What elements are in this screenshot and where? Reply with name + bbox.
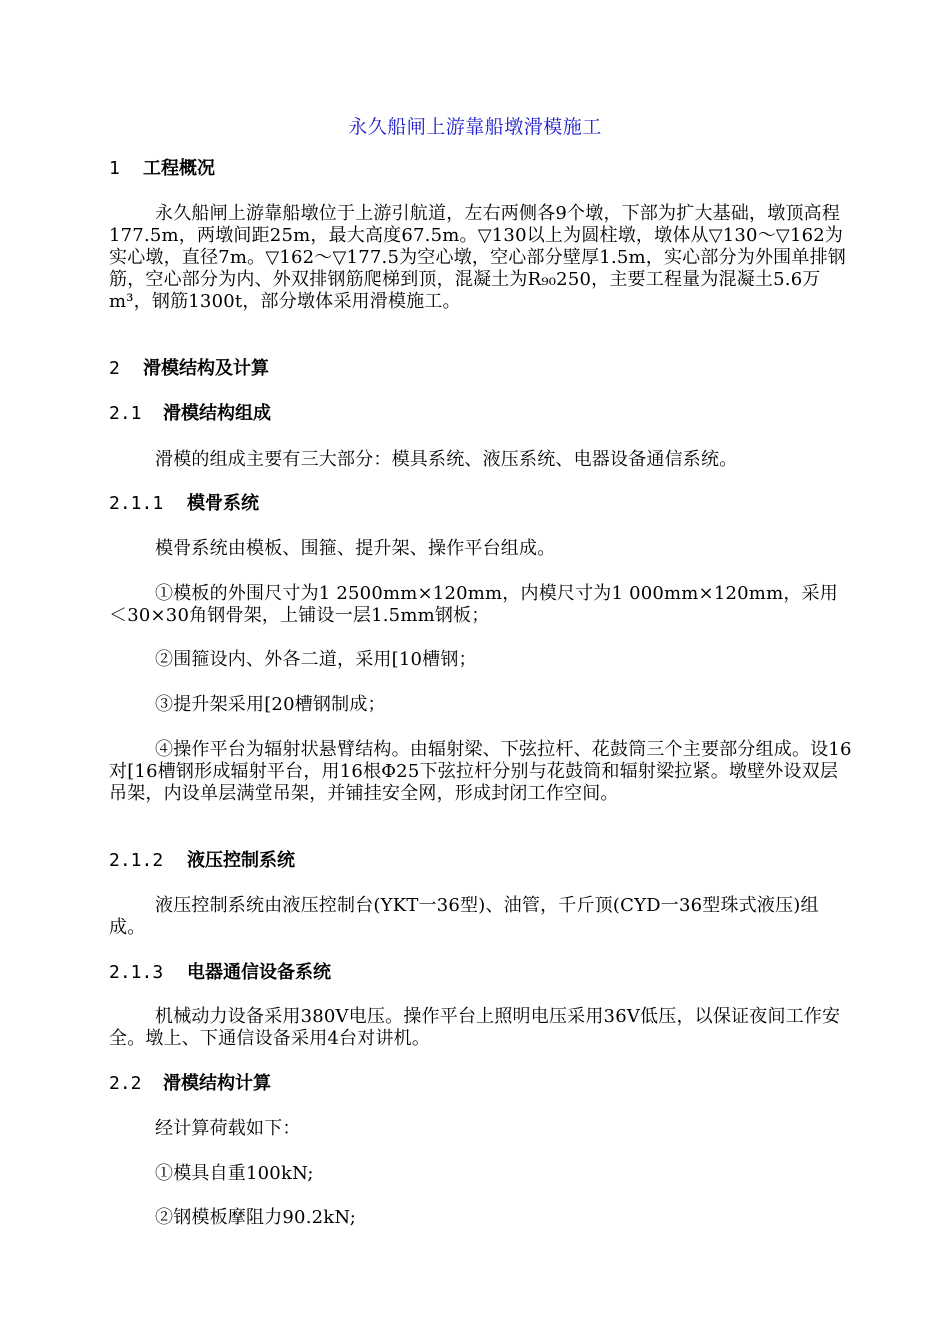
- section-number: 2.1.3: [109, 962, 164, 983]
- section-heading-2-1-3: [109, 962, 331, 984]
- section-heading-2-1: [109, 403, 271, 425]
- paragraph-composition: 滑模的组成主要有三大部分：模具系统、液压系统、电器设备通信系统。: [155, 449, 738, 470]
- section-title: 模骨系统: [187, 493, 259, 514]
- section-title: 电器通信设备系统: [187, 962, 331, 983]
- section-heading-2-1-2: [109, 850, 295, 872]
- paragraph-platform: ④操作平台为辐射状悬臂结构。由辐射梁、下弦拉杆、花鼓筒三个主要部分组成。设16对[16槽钢形成辐射平台，用16根Φ25下弦拉杆分别与花鼓筒和辐射梁拉紧。墩壁外设双层吊架，内设单层满堂吊架，并铺挂安全网，形成封闭工作空间。: [109, 739, 852, 804]
- paragraph-load-friction: ②钢模板摩阻力90.2kN;: [155, 1207, 356, 1228]
- section-title: 滑模结构计算: [163, 1073, 271, 1094]
- paragraph-load-intro: 经计算荷载如下：: [155, 1118, 301, 1139]
- section-number: 2.1: [109, 403, 142, 424]
- section-title: 滑模结构及计算: [143, 358, 269, 379]
- section-title: 液压控制系统: [187, 850, 295, 871]
- section-title: 滑模结构组成: [163, 403, 271, 424]
- section-number: 2: [109, 358, 120, 379]
- section-heading-2: [109, 358, 269, 380]
- section-heading-2-2: [109, 1073, 271, 1095]
- section-number: 2.1.1: [109, 493, 164, 514]
- section-number: 2.2: [109, 1073, 142, 1094]
- document-title: 永久船闸上游靠船墩滑模施工: [348, 116, 602, 138]
- paragraph-hoops: ②围箍设内、外各二道，采用[10槽钢；: [155, 649, 477, 670]
- section-number: 1: [109, 158, 120, 179]
- paragraph-load-self-weight: ①模具自重100kN;: [155, 1163, 314, 1184]
- paragraph-formwork: ①模板的外围尺寸为1 2500mm×120mm，内模尺寸为1 000mm×120mm，采用＜30×30角钢骨架，上铺设一层1.5mm钢板；: [109, 583, 838, 626]
- section-heading-1: [109, 158, 215, 180]
- paragraph-overview: 永久船闸上游靠船墩位于上游引航道，左右两侧各9个墩，下部为扩大基础，墩顶高程177.5m，两墩间距25m，最大高度67.5m。▽130以上为圆柱墩，墩体从▽130～▽162为实心墩，直径7m。▽162～▽177.5为空心墩，空心部分壁厚1.5m，实心部分为外围单排钢筋，空心部分为内、外双排钢筋爬梯到顶，混凝土为R₉₀250，主要工程量为混凝土5.6万m³，钢筋1300t，部分墩体采用滑模施工。: [109, 203, 846, 312]
- paragraph-mold-system: 模骨系统由模板、围箍、提升架、操作平台组成。: [155, 538, 556, 559]
- paragraph-hydraulic: 液压控制系统由液压控制台(YKT一36型)、油管，千斤顶(CYD一36型珠式液压)组成。: [109, 895, 819, 938]
- section-title: 工程概况: [143, 158, 215, 179]
- paragraph-lifting-frame: ③提升架采用[20槽钢制成；: [155, 694, 386, 715]
- section-heading-2-1-1: [109, 493, 259, 515]
- paragraph-electrical: 机械动力设备采用380V电压。操作平台上照明电压采用36V低压，以保证夜间工作安全。墩上、下通信设备采用4台对讲机。: [109, 1006, 841, 1049]
- section-number: 2.1.2: [109, 850, 164, 871]
